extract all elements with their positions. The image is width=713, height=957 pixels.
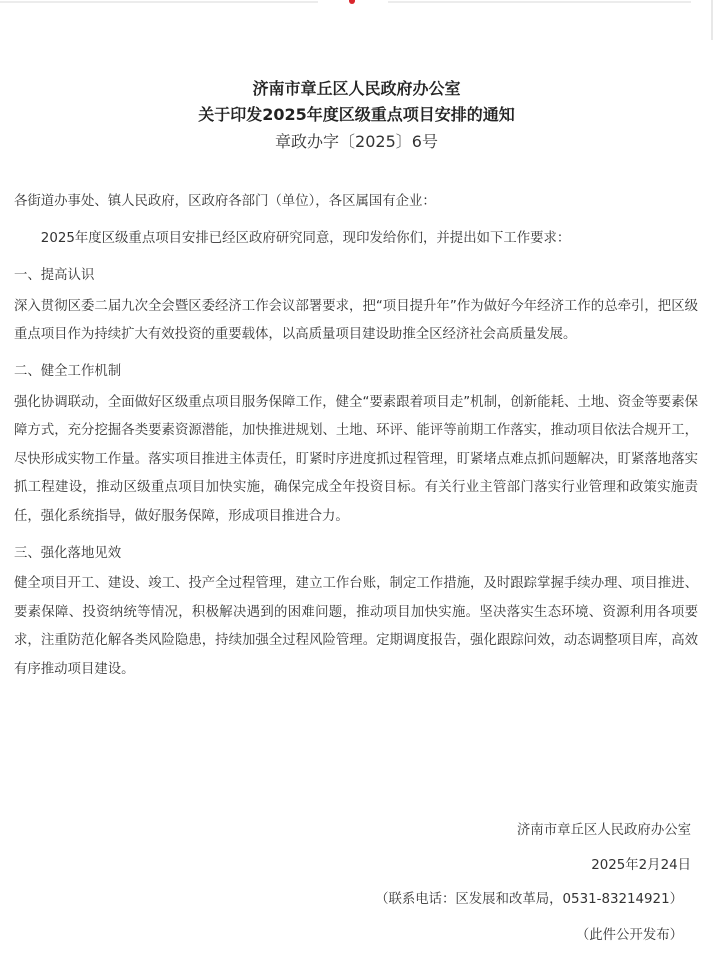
section-text: 深入贯彻区委二届九次全会暨区委经济工作会议部署要求，把“项目提升年”作为做好今年经济工作的总牵引，把区级重点项目作为持续扩大有效投资的重要载体，以高质量项目建设助推全区经济社会高质量发展。 [14,298,698,342]
document-body [14,188,698,693]
notice-title: 关于印发2025年度区级重点项目安排的通知 [198,105,515,124]
issue-date: 2025年2月24日 [591,858,691,873]
section-heading: 三、强化落地见效 [14,545,122,561]
section-heading: 一、提高认识 [14,268,95,283]
document-number: 章政办字〔2025〕6号 [275,132,438,151]
section-text: 强化协调联动，全面做好区级重点项目服务保障工作，健全“要素跟着项目走”机制，创新能耗、土地、资金等要素保障方式，充分挖掘各类要素资源潜能，加快推进规划、土地、环评、能评等前期工作落实，推动项目依法合规开工，尽快形成实物工作量。落实项目推进主体责任，盯紧时序进度抓过程管理，盯紧堵点难点抓问题解决，盯紧落地落实抓工程建设，推动区级重点项目加快实施，确保完成全年投资目标。有关行业主管部门落实行业管理和政策实施责任，强化系统指导，做好服务保障，形成项目推进合力。 [14,394,698,524]
contact-info: （联系电话：区发展和改革局，0531-83214921） [375,892,683,907]
addressees: 各街道办事处、镇人民政府，区政府各部门（单位），各区属国有企业： [14,194,436,209]
top-divider [0,0,713,6]
top-divider-left [0,1,318,3]
intro-paragraph: 2025年度区级重点项目安排已经区政府研究同意，现印发给你们，并提出如下工作要求： [40,231,571,246]
section-heading: 二、健全工作机制 [14,364,122,379]
publication-note: （此件公开发布） [575,928,683,943]
section-text: 健全项目开工、建设、竣工、投产全过程管理，建立工作台账，制定工作措施，及时跟踪掌握手续办理、项目推进、要素保障、投资纳统等情况，积极解决遇到的困难问题，推动项目加快实施。坚决落实生态环境、资源利用各项要求，注重防范化解各类风险隐患，持续加强全过程风险管理。定期调度报告，强化跟踪问效，动态调整项目库，高效有序推动项目建设。 [14,576,698,677]
issuer-title: 济南市章丘区人民政府办公室 [252,79,461,98]
top-divider-marker [349,0,355,4]
signature: 济南市章丘区人民政府办公室 [516,823,691,838]
top-divider-right [388,1,691,3]
